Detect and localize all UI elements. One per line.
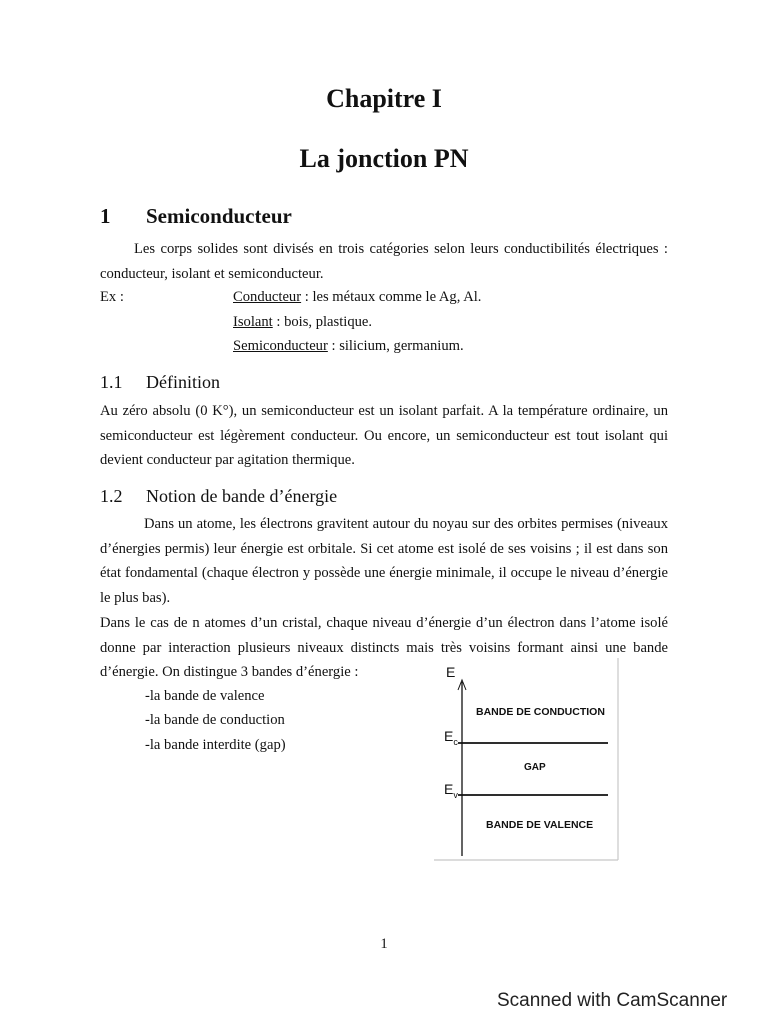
ev-label-main: E	[444, 781, 454, 797]
section-1-2-para2: Dans le cas de n atomes d’un cristal, chaque niveau d’énergie d’un électron dans l’atome isolé donne par interaction plusieurs niveaux distincts mais très voisins formant ainsi une bande d’énergie. On distingue 3 bandes d’énergie :	[100, 615, 668, 680]
section-1-1-title: Définition	[146, 372, 220, 392]
example-term: Conducteur	[233, 289, 302, 305]
chapter-label: Chapitre I	[326, 84, 442, 113]
example-text: : silicium, germanium.	[327, 338, 464, 354]
example-term: Semiconducteur	[233, 338, 328, 354]
example-term: Isolant	[233, 314, 273, 330]
ev-label	[444, 781, 458, 800]
ec-label-sub: c	[453, 736, 458, 747]
page-number: 1	[380, 936, 388, 952]
band-list-item: -la bande de valence	[145, 688, 265, 704]
section-1-title: Semiconducteur	[146, 204, 292, 228]
section-1-intro: Les corps solides sont divisés en trois catégories selon leurs conductibilités électriques : conducteur, isolant et semiconducteur.	[100, 241, 668, 282]
example-conducteur	[233, 289, 481, 306]
conduction-band-label: BANDE DE CONDUCTION	[476, 706, 605, 718]
example-semiconducteur	[233, 338, 464, 355]
diagram-graphics	[432, 656, 622, 862]
energy-axis-label: E	[446, 664, 456, 680]
ec-label	[444, 728, 458, 747]
section-1-1-text: Au zéro absolu (0 K°), un semiconducteur est un isolant parfait. A la température ordinaire, un semiconducteur est légèrement conducteur. Ou encore, un semiconducteur est tout isolant qui devient conducteur par agitation thermique.	[100, 403, 668, 468]
section-1-number: 1	[100, 204, 111, 228]
example-text: : les métaux comme le Ag, Al.	[301, 289, 482, 305]
section-1-2-title: Notion de bande d’énergie	[146, 486, 338, 506]
chapter-title: La jonction PN	[299, 144, 469, 173]
section-1-2-number: 1.2	[100, 486, 123, 506]
example-text: : bois, plastique.	[272, 314, 373, 330]
valence-band-label: BANDE DE VALENCE	[486, 819, 594, 831]
gap-label: GAP	[524, 762, 546, 773]
section-1-1-number: 1.1	[100, 372, 123, 392]
band-list-item: -la bande interdite (gap)	[145, 737, 286, 753]
ev-label-sub: v	[453, 789, 458, 800]
band-list-item: -la bande de conduction	[145, 712, 285, 728]
energy-band-diagram	[432, 656, 622, 862]
example-isolant	[233, 314, 372, 331]
example-label: Ex :	[100, 289, 124, 305]
ec-label-main: E	[444, 728, 454, 744]
scanner-footer: Scanned with CamScanner	[497, 990, 728, 1011]
section-1-2-para1: Dans un atome, les électrons gravitent autour du noyau sur des orbites permises (niveaux d’énergies permis) leur énergie est orbitale. Si cet atome est isolé de ses voisins ; il est dans son état fondamental (chaque électron y possède une énergie minimale, il occupe le niveau d’énergie le plus bas).	[100, 516, 668, 606]
